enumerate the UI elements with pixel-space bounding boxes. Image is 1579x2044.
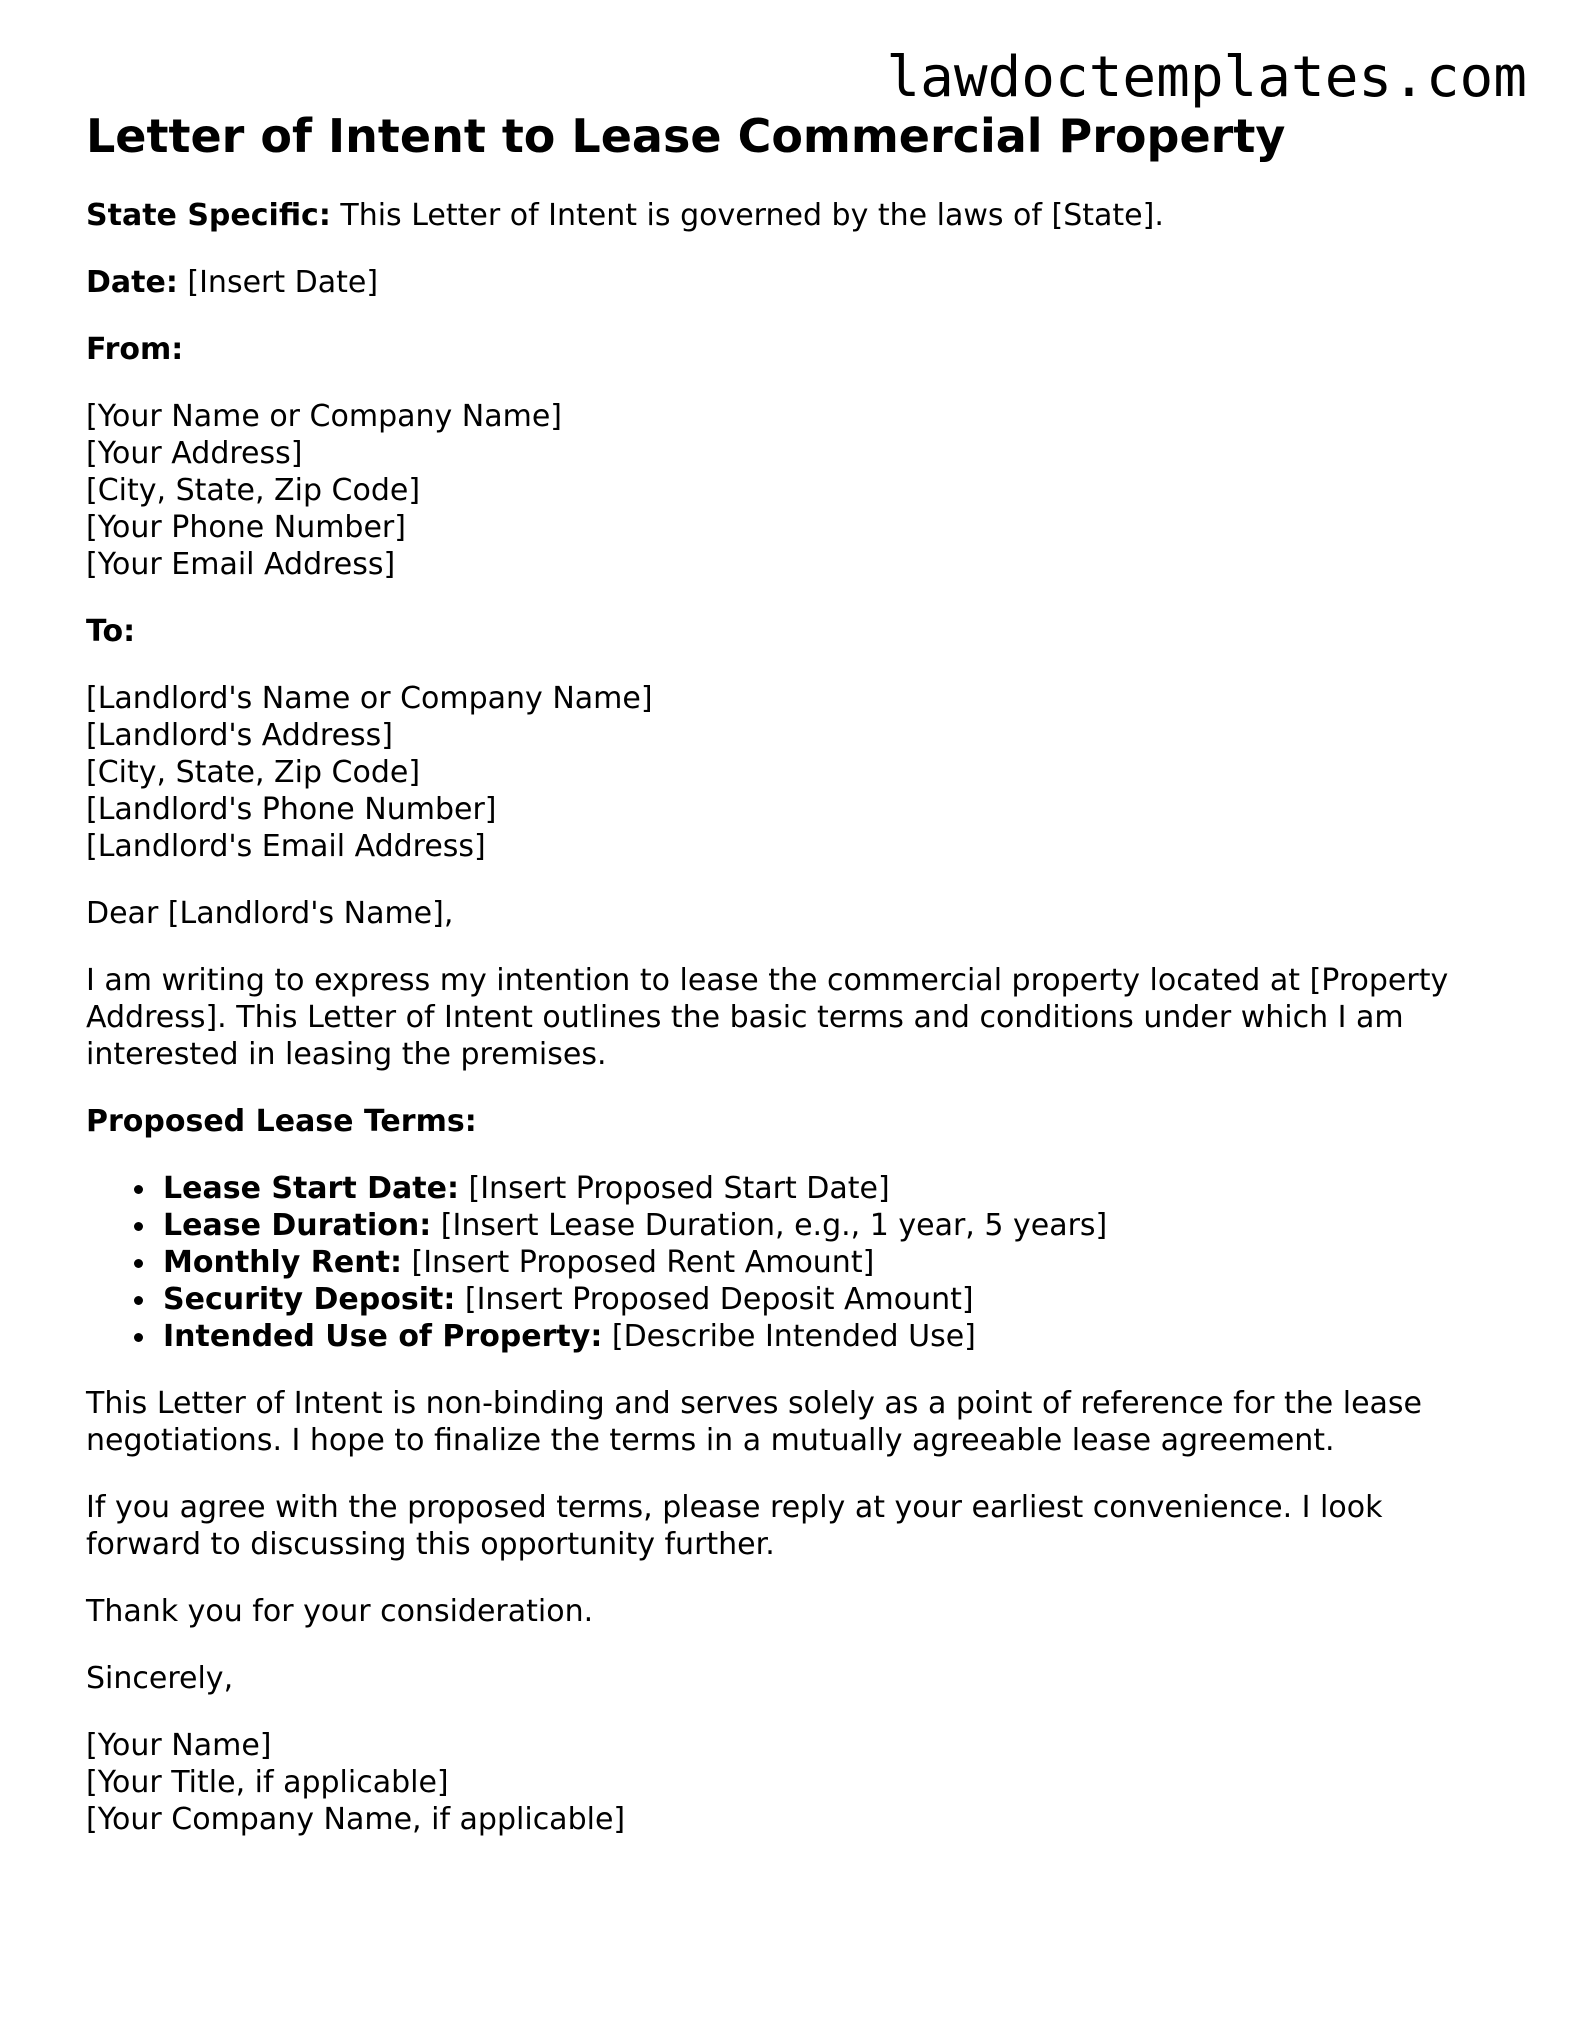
document-title: Letter of Intent to Lease Commercial Property <box>86 109 1286 163</box>
to-label: To: <box>86 614 136 649</box>
term-label: Security Deposit: <box>163 1282 456 1317</box>
signature-block <box>86 1727 1506 1838</box>
from-label: From: <box>86 332 184 367</box>
sender-address-block <box>86 398 1506 583</box>
term-label: Lease Duration: <box>163 1208 432 1243</box>
terms-heading: Proposed Lease Terms: <box>86 1104 477 1139</box>
term-text: [Insert Proposed Start Date] <box>458 1171 890 1206</box>
signature-line: [Your Company Name, if applicable] <box>86 1802 626 1837</box>
site-watermark: lawdoctemplates.com <box>886 45 1527 110</box>
recipient-line: [City, State, Zip Code] <box>86 755 421 790</box>
sender-line: [Your Address] <box>86 436 303 471</box>
sender-line: [City, State, Zip Code] <box>86 473 421 508</box>
signature-line: [Your Name] <box>86 1728 272 1763</box>
list-item <box>163 1318 1506 1355</box>
sender-line: [Your Email Address] <box>86 547 396 582</box>
state-specific-text: This Letter of Intent is governed by the laws of [State]. <box>330 198 1164 233</box>
date-label: Date: <box>86 265 178 300</box>
signature-line: [Your Title, if applicable] <box>86 1765 449 1800</box>
term-text: [Insert Proposed Rent Amount] <box>401 1245 875 1280</box>
term-text: [Insert Proposed Deposit Amount] <box>455 1282 974 1317</box>
non-binding-paragraph: This Letter of Intent is non-binding and serves solely as a point of reference for the lease negotiations. I hope to finalize the terms in a mutually agreeable lease agreement. <box>86 1386 1422 1458</box>
list-item <box>163 1207 1506 1244</box>
term-label: Lease Start Date: <box>163 1171 459 1206</box>
sender-line: [Your Name or Company Name] <box>86 399 563 434</box>
term-label: Intended Use of Property: <box>163 1319 603 1354</box>
salutation: Dear [Landlord's Name], <box>86 896 454 931</box>
terms-list <box>86 1170 1506 1355</box>
recipient-address-block <box>86 680 1506 865</box>
recipient-line: [Landlord's Phone Number] <box>86 792 497 827</box>
recipient-line: [Landlord's Email Address] <box>86 829 486 864</box>
list-item <box>163 1244 1506 1281</box>
term-text: [Describe Intended Use] <box>602 1319 976 1354</box>
thanks-line: Thank you for your consideration. <box>86 1594 594 1629</box>
closing-line: Sincerely, <box>86 1661 234 1696</box>
term-label: Monthly Rent: <box>163 1245 402 1280</box>
reply-paragraph: If you agree with the proposed terms, please reply at your earliest convenience. I look forward to discussing this opportunity further. <box>86 1490 1383 1562</box>
list-item <box>163 1170 1506 1207</box>
term-text: [Insert Lease Duration, e.g., 1 year, 5 years] <box>431 1208 1108 1243</box>
recipient-line: [Landlord's Name or Company Name] <box>86 681 653 716</box>
state-specific-label: State Specific: <box>86 198 331 233</box>
state-specific-line <box>86 197 1506 234</box>
date-text: [Insert Date] <box>177 265 379 300</box>
date-line <box>86 264 1506 301</box>
letter-document <box>86 108 1506 1838</box>
sender-line: [Your Phone Number] <box>86 510 406 545</box>
recipient-line: [Landlord's Address] <box>86 718 393 753</box>
list-item <box>163 1281 1506 1318</box>
intro-paragraph: I am writing to express my intention to lease the commercial property located at [Property Address]. This Letter of Intent outlines the basic terms and conditions under which I am interested in leasing the premises. <box>86 963 1449 1072</box>
